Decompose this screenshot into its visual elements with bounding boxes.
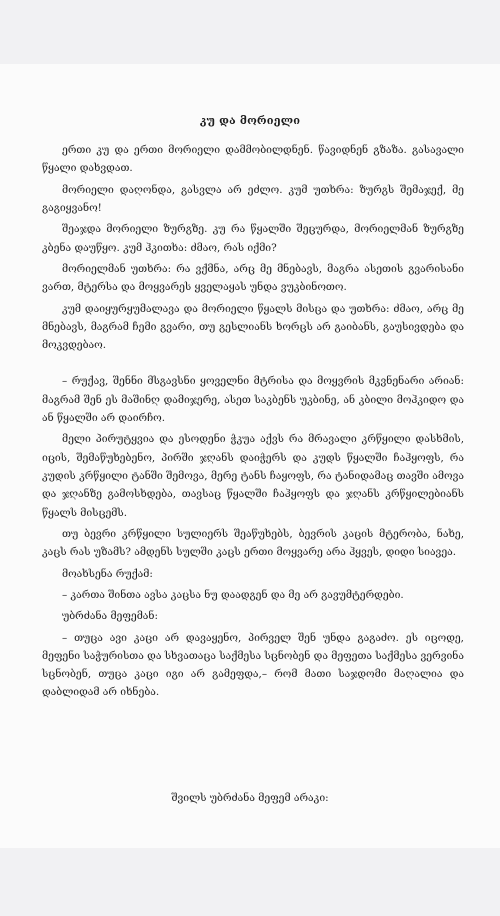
paragraph: – რუქავ, შენნი მსგავსნი ყოველნი მტრისა და მოყვრის მკვნენარი არიან: მაგრამ შენ ეს მაშინღ დამიჯერე, ასეთ საკბენს უკბინე, ან კბილი მოჰკიდო და ან წყალში არ დაირჩო.	[42, 375, 464, 425]
closing-line: შვილს უბრძანა მეფემ არაკი:	[171, 792, 329, 804]
paragraph: მორიელმან უთხრა: რა ვქმნა, არც მე მნებავს, მაგრა ასეთის გვარისანი ვართ, მტერსა და მოყვარეს ყველაყას უნდა ვუკბინოთო.	[42, 262, 464, 294]
top-background-band	[0, 0, 500, 64]
document-body	[42, 141, 464, 705]
paragraph: კუმ დაიყურყუმალავა და მორიელი წყალს მისცა და უთხრა: ძმაო, არც მე მნებავს, მაგრამ ჩემი გვარი, თუ გესლიანს ხორცს არ გაიბანს, გაუსივდება და მოკვდებაო.	[42, 302, 464, 352]
paragraph: უბრძანა მეფემან:	[62, 610, 158, 623]
paragraph: მორიელი დაღონდა, გასვლა არ ეძლო. კუმ უთხრა: ზურგს შემაჯექ, მე გაგიყვანო!	[42, 183, 464, 214]
paragraph: – თუცა ავი კაცი არ დავაყენო, პირველ შენ უნდა გაგაძო. ეს იცოდე, მეფენი საჭურისთა და სხვათაცა საქმესა სცნობენ და მეფეთა საქმესა ვერვინა სცნობენ, თუცა კაცი იგი არ გამეფდა,– რომ მათი საჯდომი მაღალია და დაბლიდამ არ იხნება.	[42, 631, 464, 699]
document-title: კუ და მორიელი	[199, 114, 301, 127]
paragraph: მელი პირუტყვია და ესოდენი ჭკუა აქვს რა მრავალი კრწყილი დასხმის, იცის, შემაწუხებენო, პირში ჯღანს დაიჭერს და კუდს წყალში ჩაჰყოფს, რა კუდის კრწყილი ტანში შემოვა, მერე ტანს ჩაყოფს, რა ტანიდამაც თავში ამოვა და ჯღანზე გამოსხდება, თავსაც წყალში ჩაჰყოფს და ჯღანს კრწყილებიანს წყალს მისცემს.	[42, 433, 464, 519]
paragraph: – კართა შინთა ავსა კაცსა ნუ დაადგენ და მე არ გავუმტერდები.	[62, 588, 404, 601]
paragraph: ერთი კუ და ერთი მორიელი დამმობილდნენ. წავიდნენ გზაზა. გასავალი წყალი დახვდათ.	[42, 144, 464, 175]
bottom-background-band	[0, 848, 500, 916]
paragraph: მოახსენა რუქამ:	[62, 567, 153, 580]
paragraph: თუ ბევრი კრწყილი სულიერს შეაწუხებს, ბევრის კაცის მტერობა, ნახე, კაცს რას უზამს? ამდენს სულში კაცს ერთი მოყვარე არა ჰყვეს, დიდი სიავეა.	[42, 527, 464, 559]
paragraph: შეაჯდა მორიელი ზურგზე. კუ რა წყალში შეცურდა, მორიელმან ზურგზე კბენა დაუწყო. კუმ ჰკითხა: ძმაო, რას იქმი?	[42, 223, 464, 254]
